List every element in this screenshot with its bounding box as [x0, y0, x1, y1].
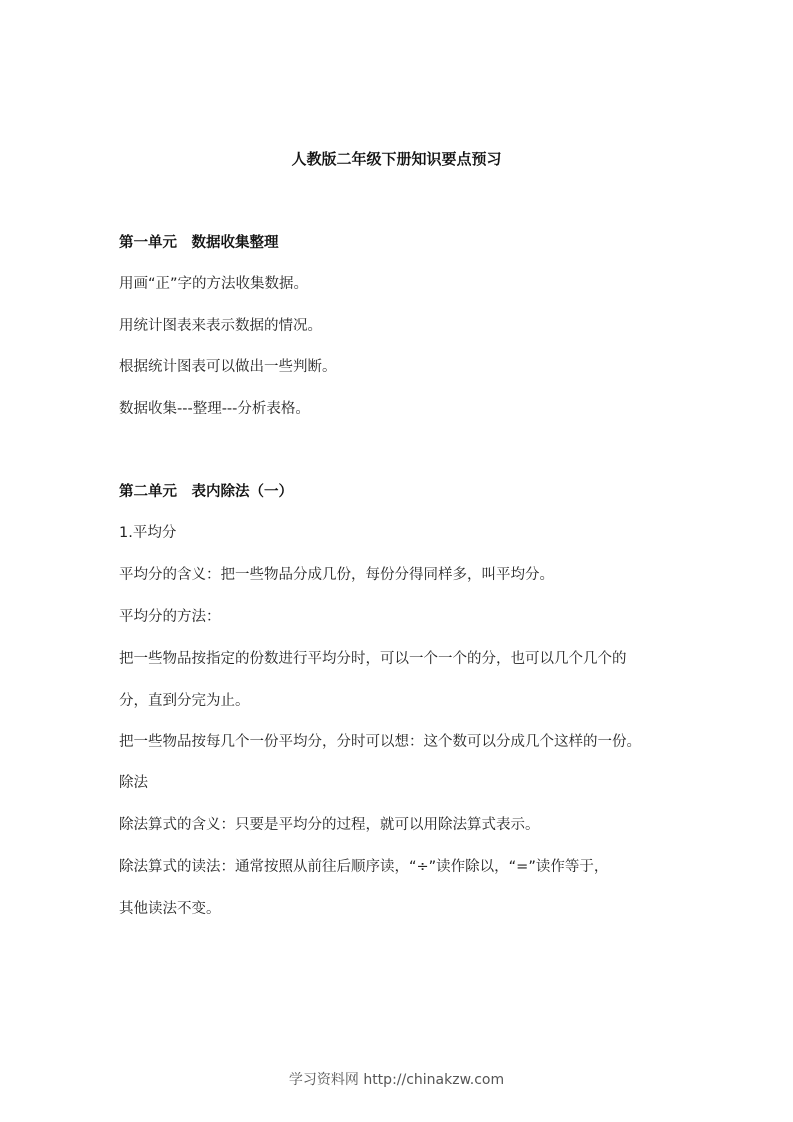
- page-title: 人教版二年级下册知识要点预习: [291, 150, 502, 168]
- unit1-line: 用画“正”字的方法收集数据。: [119, 276, 309, 292]
- unit2-line: 把一些物品按每几个一份平均分，分时可以想：这个数可以分成几个这样的一份。: [119, 734, 641, 750]
- unit1-line: 根据统计图表可以做出一些判断。: [119, 359, 337, 375]
- unit2-line: 分，直到分完为止。: [119, 693, 250, 709]
- unit2-heading: 第二单元 表内除法（一）: [119, 484, 293, 500]
- unit1-line: 数据收集---整理---分析表格。: [119, 401, 310, 417]
- footer-text: 学习资料网 http://chinakzw.com: [288, 1072, 505, 1088]
- unit2-line: 把一些物品按指定的份数进行平均分时，可以一个一个的分，也可以几个几个的: [119, 651, 627, 667]
- unit2-line: 除法: [119, 775, 148, 791]
- unit2-line: 1.平均分: [119, 525, 177, 541]
- unit1-heading: 第一单元 数据收集整理: [119, 235, 279, 251]
- unit2-line: 平均分的方法：: [119, 609, 221, 625]
- unit1-line: 用统计图表来表示数据的情况。: [119, 318, 322, 334]
- unit2-line: 其他读法不变。: [119, 901, 221, 917]
- unit2-line: 除法算式的读法：通常按照从前往后顺序读，“÷”读作除以，“=”读作等于，: [119, 859, 609, 875]
- unit2-line: 平均分的含义：把一些物品分成几份，每份分得同样多，叫平均分。: [119, 567, 554, 583]
- unit2-line: 除法算式的含义：只要是平均分的过程，就可以用除法算式表示。: [119, 817, 540, 833]
